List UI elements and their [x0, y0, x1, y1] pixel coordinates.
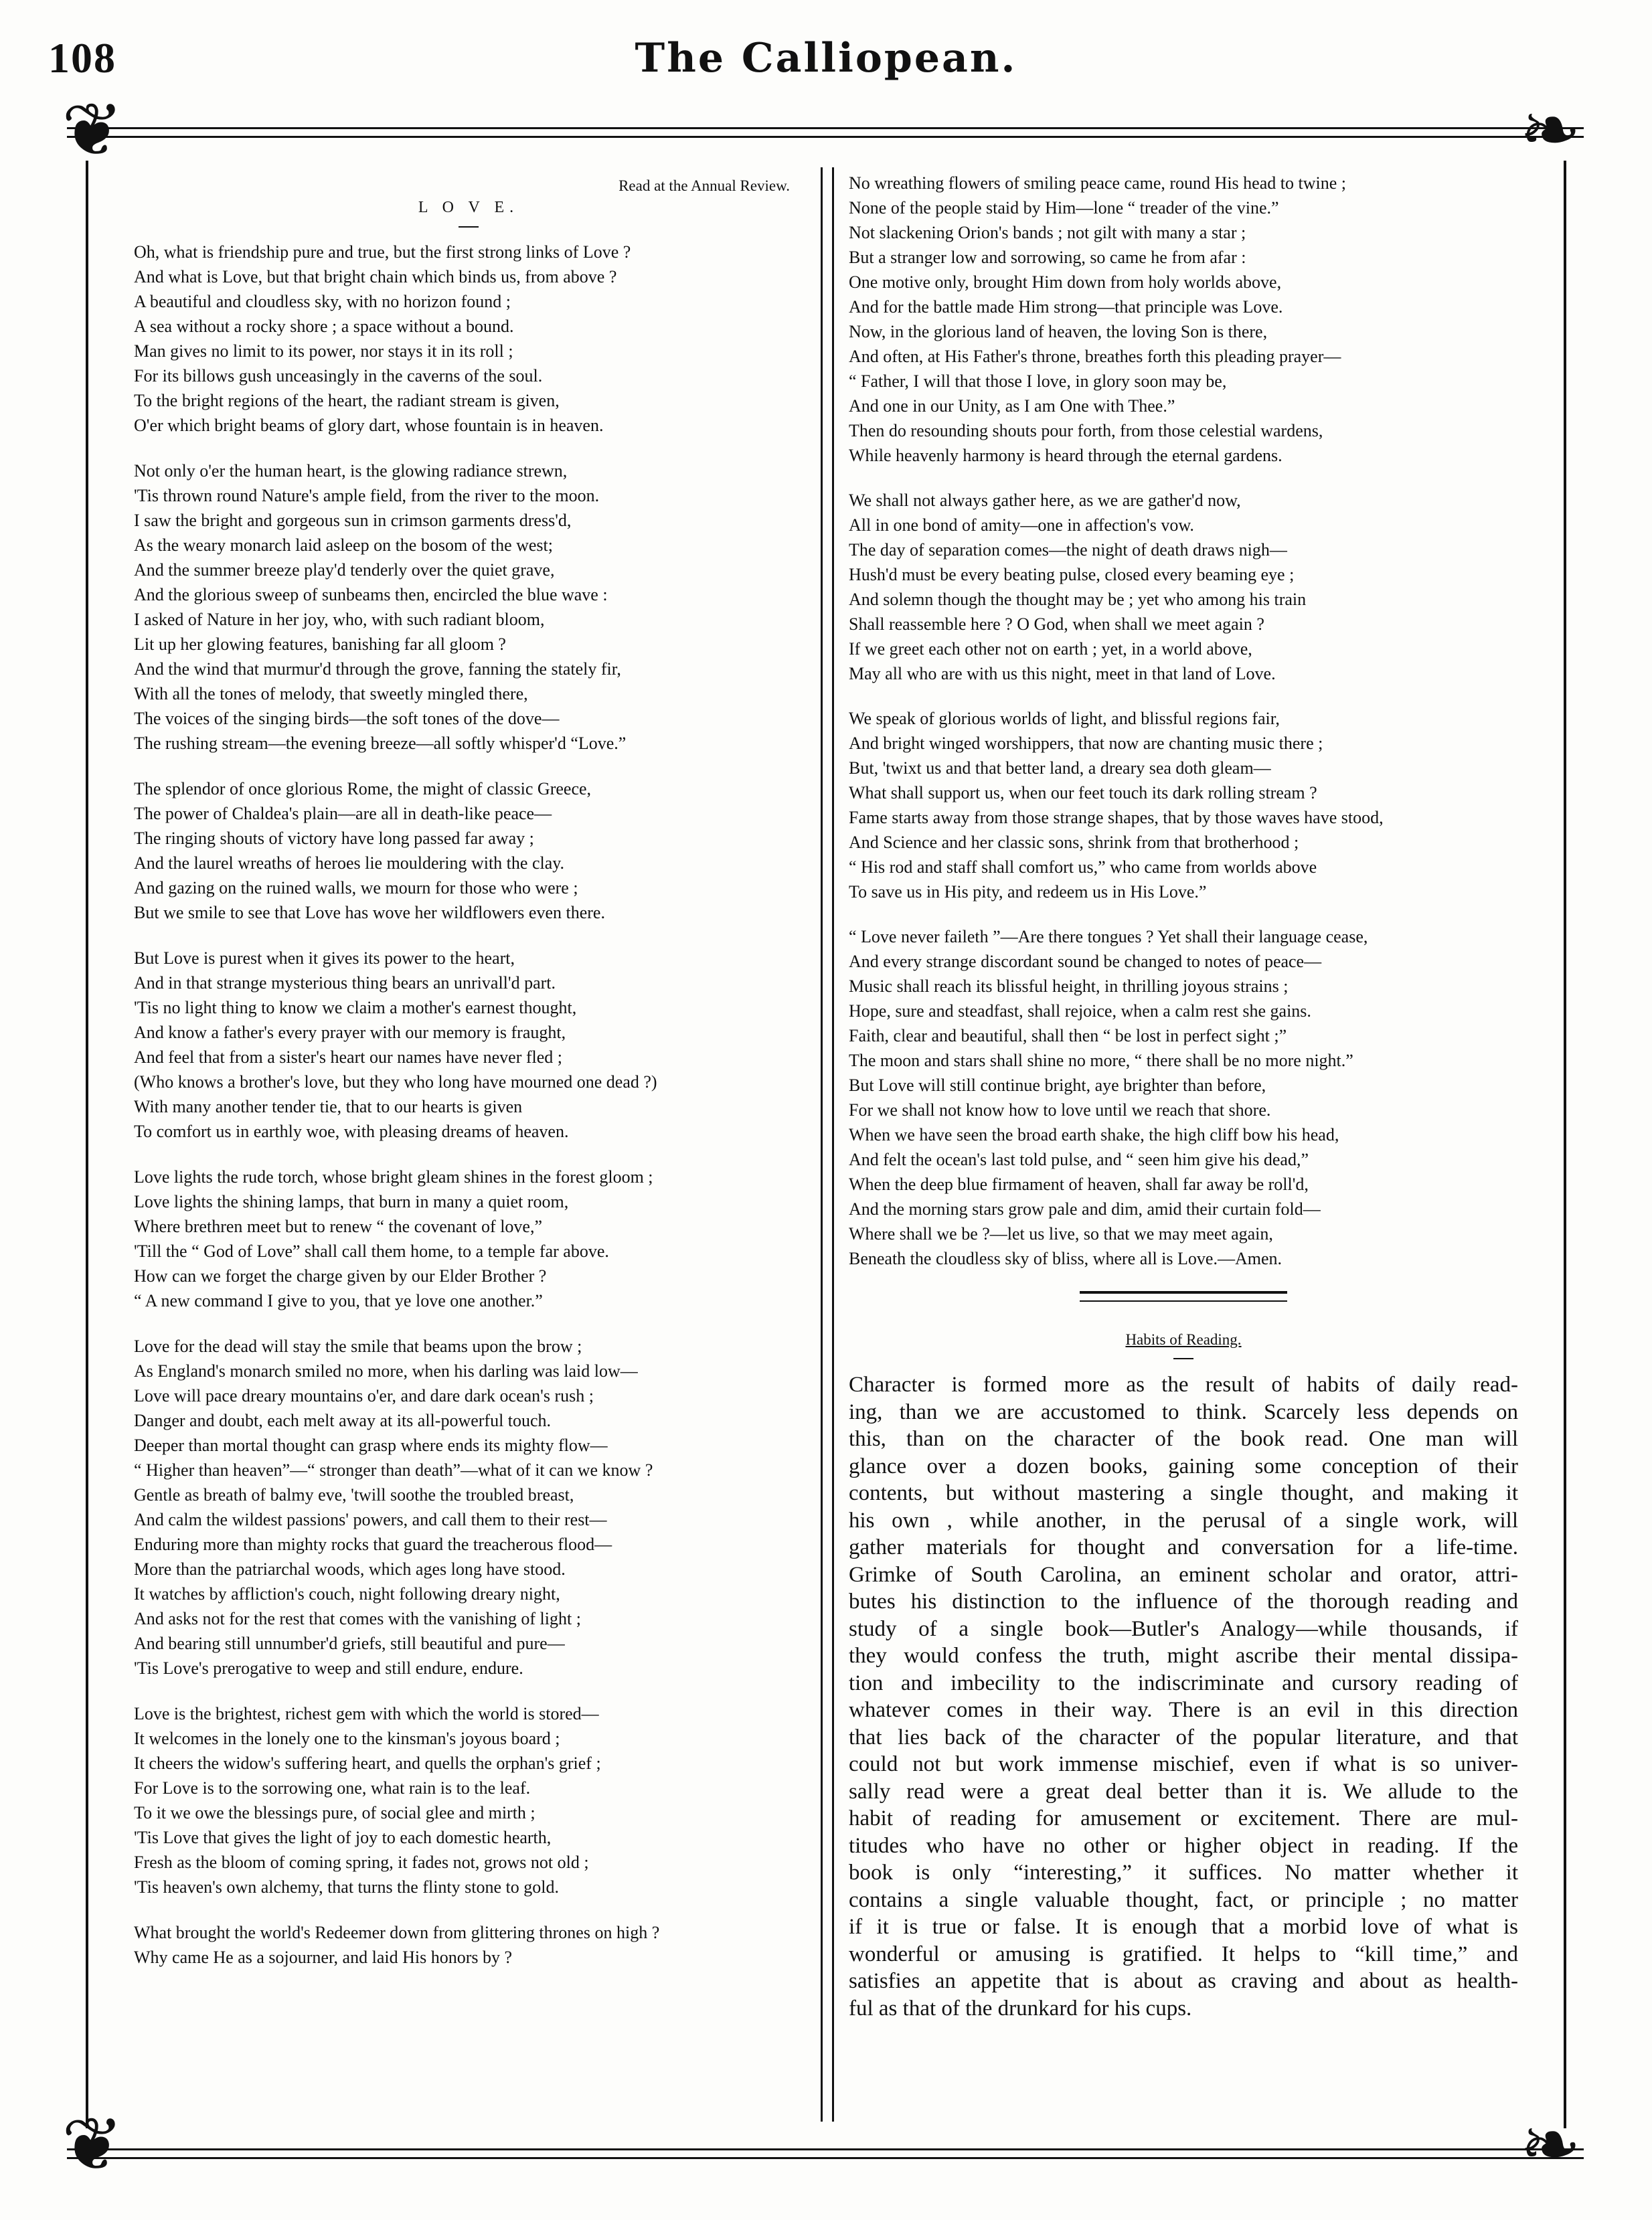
- stanza: [134, 776, 803, 925]
- poem-line: It welcomes in the lonely one to the kinsman's joyous board ;: [134, 1729, 560, 1748]
- stanza: [134, 1165, 803, 1313]
- poem-line: Why came He as a sojourner, and laid His honors by ?: [134, 1948, 513, 1967]
- poem-body-left: [134, 240, 803, 1970]
- poem-line: When the deep blue firmament of heaven, shall far away be roll'd,: [849, 1175, 1309, 1194]
- stanza: [849, 171, 1518, 468]
- poem-line: How can we forget the charge given by our Elder Brother ?: [134, 1266, 547, 1286]
- poem-line: As the weary monarch laid asleep on the bosom of the west;: [134, 535, 553, 555]
- poem-line: Now, in the glorious land of heaven, the loving Son is there,: [849, 322, 1268, 341]
- poem-line: Danger and doubt, each melt away at its all-powerful touch.: [134, 1411, 552, 1430]
- poem-line: And for the battle made Him strong—that principle was Love.: [849, 297, 1283, 317]
- poem-line: I asked of Nature in her joy, who, with such radiant bloom,: [134, 610, 545, 629]
- poem-line: For Love is to the sorrowing one, what rain is to the leaf.: [134, 1778, 531, 1798]
- poem-line: And one in our Unity, as I am One with Thee.”: [849, 396, 1175, 416]
- poem-line: May all who are with us this night, meet in that land of Love.: [849, 664, 1276, 683]
- section-rule: [1080, 1291, 1287, 1302]
- right-column: [849, 171, 1518, 2022]
- poem-line: “ Father, I will that those I love, in glory soon may be,: [849, 371, 1227, 391]
- poem-line: And Science and her classic sons, shrink from that brotherhood ;: [849, 833, 1299, 852]
- poem-line: The power of Chaldea's plain—are all in death-like peace—: [134, 804, 552, 823]
- article-line: wonderful or amusing is gratified. It helps to “kill time,” and: [849, 1942, 1518, 1966]
- poem-line: Love will pace dreary mountains o'er, and dare dark ocean's rush ;: [134, 1386, 594, 1405]
- poem-line: The rushing stream—the evening breeze—all softly whisper'd “Love.”: [134, 734, 627, 753]
- poem-line: While heavenly harmony is heard through the eternal gardens.: [849, 446, 1283, 465]
- page-number: 108: [48, 34, 116, 82]
- stanza: [134, 1920, 803, 1970]
- poem-line: None of the people staid by Him—lone “ treader of the vine.”: [849, 198, 1279, 218]
- poem-line: Fresh as the bloom of coming spring, it fades not, grows not old ;: [134, 1853, 589, 1872]
- poem-line: Enduring more than mighty rocks that guard the treacherous flood—: [134, 1535, 612, 1554]
- poem-line: But a stranger low and sorrowing, so came he from afar :: [849, 248, 1246, 267]
- poem-line: But Love is purest when it gives its power to the heart,: [134, 948, 515, 968]
- article-line: Grimke of South Carolina, an eminent scholar and orator, attri-: [849, 1562, 1518, 1587]
- poem-line: And the summer breeze play'd tenderly over the quiet grave,: [134, 560, 555, 580]
- poem-line: And feel that from a sister's heart our names have never fled ;: [134, 1047, 562, 1067]
- poem-line: Shall reassemble here ? O God, when shall we meet again ?: [849, 614, 1264, 634]
- poem-line: Hope, sure and steadfast, shall rejoice, when a calm rest she gains.: [849, 1001, 1311, 1021]
- poem-line: And calm the wildest passions' powers, and call them to their rest—: [134, 1510, 607, 1529]
- article-line: tion and imbecility to the indiscriminate and cursory reading of: [849, 1671, 1518, 1695]
- poem-line: When we have seen the broad earth shake, the high cliff bow his head,: [849, 1125, 1339, 1144]
- poem-line: With many another tender tie, that to our hearts is given: [134, 1097, 523, 1116]
- article-line: gather materials for thought and conversation for a life-time.: [849, 1535, 1518, 1559]
- poem-line: But, 'twixt us and that better land, a dreary sea doth gleam—: [849, 758, 1271, 778]
- poem-body-right: [849, 171, 1518, 1271]
- poem-line: Love for the dead will stay the smile that beams upon the brow ;: [134, 1337, 582, 1356]
- poem-line: 'Tis no light thing to know we claim a mother's earnest thought,: [134, 998, 577, 1017]
- poem-line: And know a father's every prayer with our memory is fraught,: [134, 1023, 566, 1042]
- article-line: book is only “interesting,” it suffices. No matter whether it: [849, 1861, 1518, 1885]
- poem-line: Fame starts away from those strange shapes, that by those waves have stood,: [849, 808, 1384, 827]
- poem-line: And asks not for the rest that comes with the vanishing of light ;: [134, 1609, 581, 1628]
- article-line: they would confess the truth, might ascribe their mental dissipa-: [849, 1644, 1518, 1668]
- poem-line: (Who knows a brother's love, but they who long have mourned one dead ?): [134, 1072, 657, 1092]
- article-line: this, than on the character of the book read. One man will: [849, 1427, 1518, 1451]
- article-line: titudes who have no other or higher object in reading. If the: [849, 1833, 1518, 1858]
- poem-line: Hush'd must be every beating pulse, closed every beaming eye ;: [849, 565, 1295, 584]
- article-line: study of a single book—Butler's Analogy—while thousands, if: [849, 1616, 1518, 1641]
- article-line: that lies back of the character of the popular literature, and that: [849, 1725, 1518, 1749]
- poem-line: It cheers the widow's suffering heart, and quells the orphan's grief ;: [134, 1754, 601, 1773]
- poem-line: And solemn though the thought may be ; yet who among his train: [849, 590, 1307, 609]
- article-title-dash: [1173, 1358, 1193, 1359]
- poem-line: It watches by affliction's couch, night following dreary night,: [134, 1584, 560, 1604]
- poem-line: For we shall not know how to love until we reach that shore.: [849, 1100, 1271, 1120]
- poem-line: Love lights the rude torch, whose bright gleam shines in the forest gloom ;: [134, 1167, 653, 1187]
- poem-line: The moon and stars shall shine no more, “ there shall be no more night.”: [849, 1051, 1353, 1070]
- article-line: habit of reading for amusement or excitement. There are mul-: [849, 1806, 1518, 1830]
- stanza: [134, 240, 803, 438]
- poem-line: 'Tis Love's prerogative to weep and still endure, endure.: [134, 1658, 523, 1678]
- stanza: [849, 488, 1518, 686]
- poem-line: Beneath the cloudless sky of bliss, where all is Love.—Amen.: [849, 1249, 1282, 1268]
- poem-line: And the wind that murmur'd through the grove, fanning the stately fir,: [134, 659, 621, 679]
- article-line: whatever comes in their way. There is an evil in this direction: [849, 1698, 1518, 1722]
- poem-line: Not slackening Orion's bands ; not gilt with many a star ;: [849, 223, 1246, 242]
- poem-line: And the laurel wreaths of heroes lie mouldering with the clay.: [134, 853, 565, 873]
- poem-line: 'Tis Love that gives the light of joy to each domestic hearth,: [134, 1828, 552, 1847]
- poem-line: What brought the world's Redeemer down from glittering thrones on high ?: [134, 1923, 660, 1942]
- poem-line: If we greet each other not on earth ; yet, in a world above,: [849, 639, 1252, 659]
- poem-line: “ A new command I give to you, that ye love one another.”: [134, 1291, 543, 1310]
- poem-line: The splendor of once glorious Rome, the might of classic Greece,: [134, 779, 592, 798]
- poem-line: What shall support us, when our feet touch its dark rolling stream ?: [849, 783, 1317, 802]
- article-line: contents, but without mastering a single thought, and making it: [849, 1481, 1518, 1505]
- stanza: [134, 1334, 803, 1681]
- poem-line: One motive only, brought Him down from holy worlds above,: [849, 272, 1282, 292]
- poem-line: Gentle as breath of balmy eve, 'twill soothe the troubled breast,: [134, 1485, 574, 1505]
- poem-line: No wreathing flowers of smiling peace came, round His head to twine ;: [849, 173, 1346, 193]
- article-line: ful as that of the drunkard for his cups.: [849, 1996, 1192, 2021]
- column-divider: [821, 167, 834, 2122]
- poem-line: Where shall we be ?—let us live, so that we may meet again,: [849, 1224, 1273, 1244]
- poem-line: “ His rod and staff shall comfort us,” who came from worlds above: [849, 857, 1317, 877]
- poem-line: With all the tones of melody, that sweetly mingled there,: [134, 684, 528, 703]
- fleuron-ornament-icon: ❧: [1519, 2104, 1582, 2186]
- poem-line: Love lights the shining lamps, that burn in many a quiet room,: [134, 1192, 569, 1211]
- poem-line: As England's monarch smiled no more, when his darling was laid low—: [134, 1361, 638, 1381]
- stanza: [849, 924, 1518, 1271]
- article-body: [849, 1371, 1518, 2022]
- poem-line: A sea without a rocky shore ; a space without a bound.: [134, 317, 514, 336]
- poem-line: And the morning stars grow pale and dim, amid their curtain fold—: [849, 1199, 1321, 1219]
- masthead: The Calliopean.: [635, 35, 1017, 82]
- poem-line: All in one bond of amity—one in affection's vow.: [849, 515, 1194, 535]
- poem-line: The day of separation comes—the night of death draws nigh—: [849, 540, 1287, 560]
- article-line: glance over a dozen books, gaining some conception of their: [849, 1454, 1518, 1478]
- article-line: Character is formed more as the result of habits of daily read-: [849, 1373, 1518, 1397]
- poem-line: “ Higher than heaven”—“ stronger than death”—what of it can we know ?: [134, 1460, 653, 1480]
- poem-line: But we smile to see that Love has wove her wildflowers even there.: [134, 903, 605, 922]
- article-line: if it is true or false. It is enough that a morbid love of what is: [849, 1915, 1518, 1939]
- poem-line: Where brethren meet but to renew “ the covenant of love,”: [134, 1217, 542, 1236]
- article-line: ing, than we are accustomed to think. Scarcely less depends on: [849, 1399, 1518, 1424]
- poem-line: We shall not always gather here, as we are gather'd now,: [849, 491, 1241, 510]
- poem-line: The voices of the singing birds—the soft tones of the dove—: [134, 709, 560, 728]
- border-top: [67, 127, 1584, 138]
- stanza: [134, 1701, 803, 1899]
- poem-line: More than the patriarchal woods, which ages long have stood.: [134, 1559, 566, 1579]
- poem-line: A beautiful and cloudless sky, with no horizon found ;: [134, 292, 511, 311]
- article-line: satisfies an appetite that is about as craving and about as health-: [849, 1969, 1518, 1993]
- poem-line: Faith, clear and beautiful, shall then “ be lost in perfect sight ;”: [849, 1026, 1287, 1045]
- poem-line: We speak of glorious worlds of light, and blissful regions fair,: [849, 709, 1280, 728]
- left-column: [134, 171, 803, 1990]
- poem-line: And often, at His Father's throne, breathes forth this pleading prayer—: [849, 347, 1341, 366]
- poem-line: And bright winged worshippers, that now are chanting music there ;: [849, 734, 1323, 753]
- poem-line: Lit up her glowing features, banishing far all gloom ?: [134, 634, 506, 654]
- poem-line: For its billows gush unceasingly in the caverns of the soul.: [134, 366, 543, 386]
- border-right: [1564, 161, 1566, 2128]
- poem-line: To the bright regions of the heart, the radiant stream is given,: [134, 391, 560, 410]
- poem-line: The ringing shouts of victory have long passed far away ;: [134, 829, 534, 848]
- article-line: could not but work immense mischief, even if what is so univer-: [849, 1752, 1518, 1776]
- title-dash: [459, 226, 479, 228]
- poem-line: Love is the brightest, richest gem with which the world is stored—: [134, 1704, 599, 1723]
- poem-line: But Love will still continue bright, aye brighter than before,: [849, 1076, 1266, 1095]
- poem-line: Man gives no limit to its power, nor stays it in its roll ;: [134, 341, 513, 361]
- stanza: [134, 946, 803, 1144]
- epigraph: Read at the Annual Review.: [618, 177, 790, 194]
- poem-line: And what is Love, but that bright chain which binds us, from above ?: [134, 267, 617, 286]
- border-left: [86, 161, 88, 2128]
- poem-line: 'Tis thrown round Nature's ample field, from the river to the moon.: [134, 486, 600, 505]
- poem-line: Then do resounding shouts pour forth, from those celestial wardens,: [849, 421, 1323, 440]
- article-line: his own , while another, in the perusal of a single work, will: [849, 1508, 1518, 1533]
- poem-line: To it we owe the blessings pure, of social glee and mirth ;: [134, 1803, 535, 1822]
- poem-line: 'Tis heaven's own alchemy, that turns the flinty stone to gold.: [134, 1877, 559, 1897]
- poem-line: Not only o'er the human heart, is the glowing radiance strewn,: [134, 461, 568, 481]
- poem-line: And bearing still unnumber'd griefs, still beautiful and pure—: [134, 1634, 565, 1653]
- poem-line: O'er which bright beams of glory dart, whose fountain is in heaven.: [134, 416, 604, 435]
- poem-line: And in that strange mysterious thing bears an unrivall'd part.: [134, 973, 556, 993]
- poem-line: Oh, what is friendship pure and true, but the first strong links of Love ?: [134, 242, 631, 262]
- fleuron-ornament-icon: ❧: [1519, 90, 1582, 171]
- poem-line: Deeper than mortal thought can grasp where ends its mighty flow—: [134, 1436, 608, 1455]
- stanza: [849, 706, 1518, 904]
- border-bottom: [67, 2148, 1584, 2159]
- poem-line: “ Love never faileth ”—Are there tongues ? Yet shall their language cease,: [849, 927, 1368, 946]
- poem-line: And felt the ocean's last told pulse, and “ seen him give his dead,”: [849, 1150, 1309, 1169]
- poem-title: L O V E.: [418, 199, 519, 216]
- article-line: contains a single valuable thought, fact, or principle ; no matter: [849, 1887, 1518, 1912]
- stanza: [134, 458, 803, 756]
- fleuron-ornament-icon: ❦: [62, 90, 124, 171]
- article-line: butes his distinction to the influence of the thorough reading and: [849, 1590, 1518, 1614]
- poem-line: Music shall reach its blissful height, in thrilling joyous strains ;: [849, 976, 1289, 996]
- poem-line: And gazing on the ruined walls, we mourn for those who were ;: [134, 878, 578, 898]
- article-line: sally read were a great deal better than it is. We allude to the: [849, 1779, 1518, 1804]
- poem-line: To comfort us in earthly woe, with pleasing dreams of heaven.: [134, 1122, 569, 1141]
- fleuron-ornament-icon: ❦: [62, 2104, 124, 2186]
- poem-line: And the glorious sweep of sunbeams then, encircled the blue wave :: [134, 585, 608, 604]
- poem-line: I saw the bright and gorgeous sun in crimson garments dress'd,: [134, 511, 572, 530]
- poem-line: To save us in His pity, and redeem us in His Love.”: [849, 882, 1207, 902]
- poem-line: 'Till the “ God of Love” shall call them home, to a temple far above.: [134, 1242, 609, 1261]
- poem-line: And every strange discordant sound be changed to notes of peace—: [849, 952, 1322, 971]
- article-title: Habits of Reading.: [1125, 1331, 1242, 1348]
